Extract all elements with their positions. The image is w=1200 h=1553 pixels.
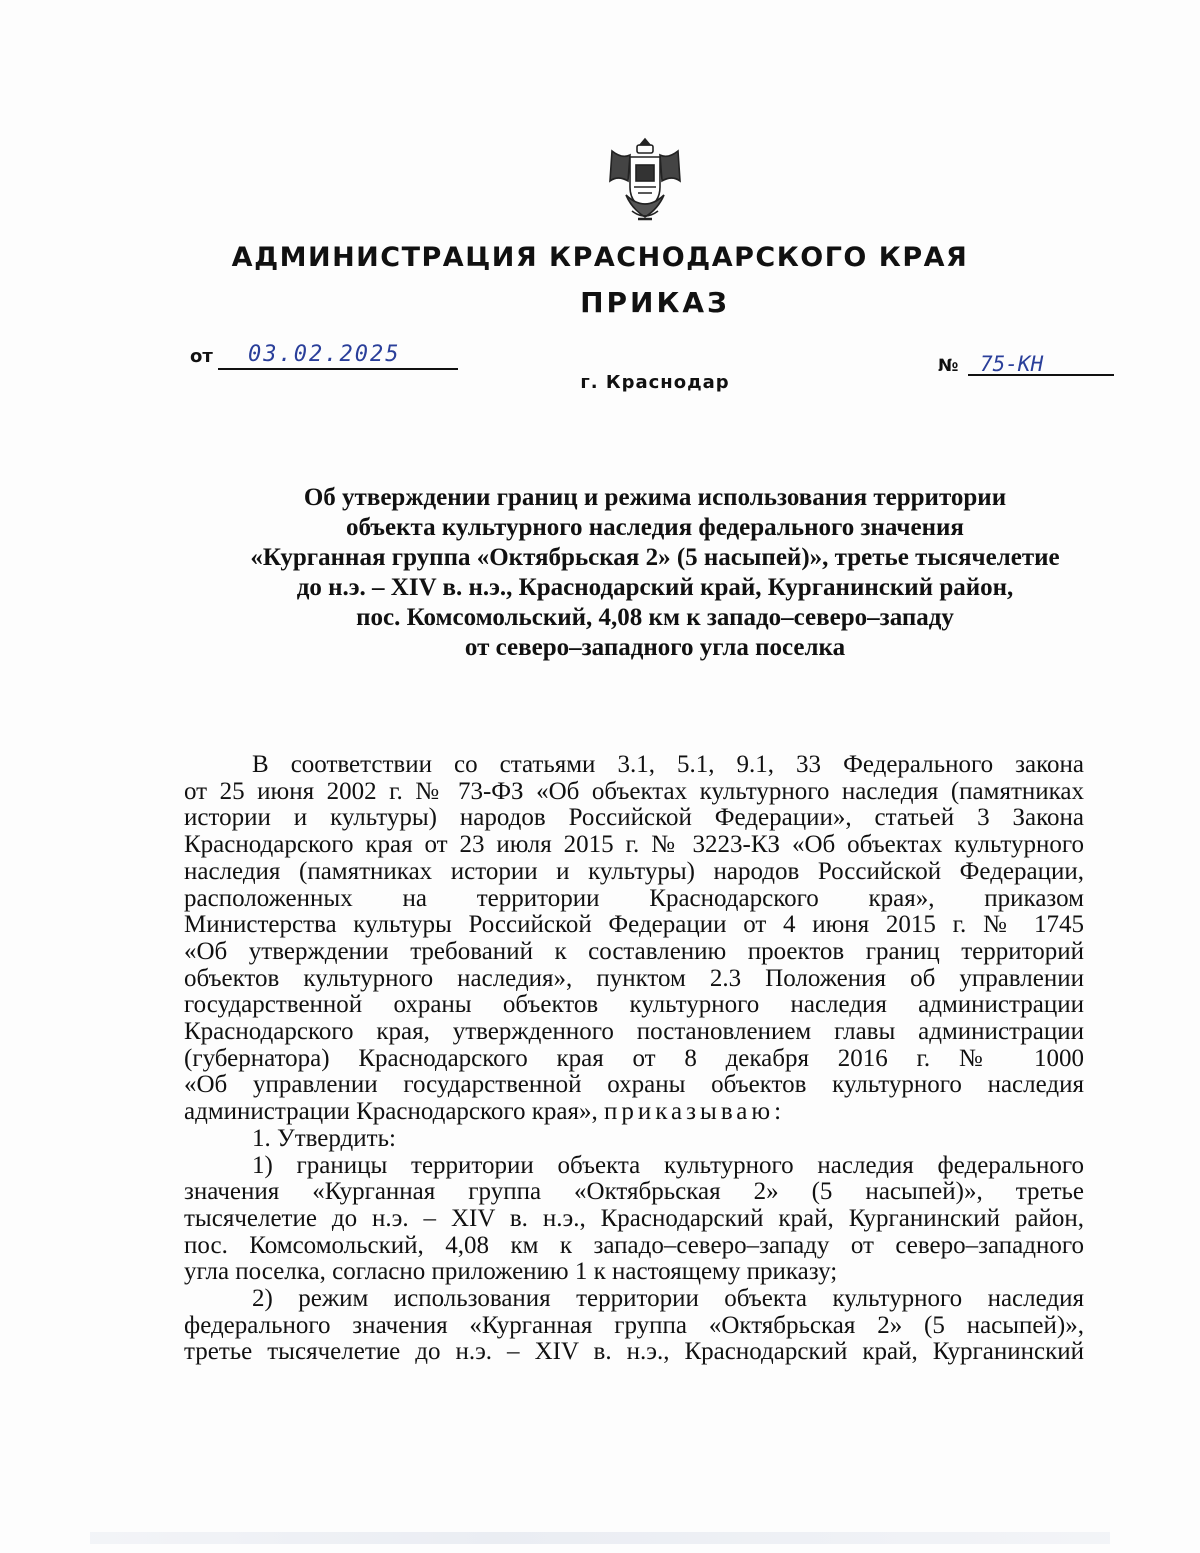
body-line: Краснодарского края от 23 июля 2015 г. № 3223-КЗ «Об объектах культурного (184, 831, 1084, 859)
body-line: В соответствии со статьями 3.1, 5.1, 9.1, 33 Федерального закона (252, 751, 1084, 778)
sub-item-line: третье тысячелетие до н.э. – XIV в. н.э., Краснодарский край, Курганинский (184, 1338, 1084, 1366)
body-line: Министерства культуры Российской Федерации от 4 июня 2015 г. № 1745 (184, 911, 1084, 939)
date-label: от (190, 346, 213, 367)
body-line: объектов культурного наследия», пунктом 2.3 Положения об управлении (184, 964, 1084, 992)
body-line: «Об управлении государственной охраны объектов культурного наследия (184, 1071, 1084, 1099)
number-value-handwritten: 75-КН (968, 352, 1114, 376)
title-line: Об утверждении границ и режима использования территории (303, 484, 1007, 511)
body-line: истории и культуры) народов Российской Федерации», статьей 3 Закона (184, 804, 1084, 832)
title-line: до н.э. – XIV в. н.э., Краснодарский край, Курганинский район, (296, 574, 1014, 601)
item-1: 1. Утвердить: (252, 1124, 396, 1152)
document-type: ПРИКАЗ (580, 286, 730, 319)
date-value-handwritten: 03.02.2025 (218, 342, 458, 370)
title-line: объекта культурного наследия федерального значения (346, 514, 964, 541)
document-body (184, 752, 1084, 1366)
scan-edge-artifact (90, 1532, 1110, 1544)
title-line: «Курганная группа «Октябрьская 2» (5 насыпей)», третье тысячелетие (250, 544, 1060, 571)
number-label: № (938, 356, 959, 376)
title-line: от северо–западного угла поселка (464, 634, 846, 661)
body-line-final (184, 1099, 1084, 1126)
body-line: наследия (памятниках истории и культуры) народов Российской Федерации, (184, 857, 1084, 885)
sub-item-line: 2) режим использования территории объекта культурного наследия (252, 1285, 1084, 1313)
sub-item-line: федерального значения «Курганная группа «Октябрьская 2» (5 насыпей)», (184, 1311, 1084, 1339)
body-line: Краснодарского края, утвержденного постановлением главы администрации (184, 1018, 1084, 1046)
body-line-prefix: администрации Краснодарского края», (184, 1098, 598, 1126)
body-line: государственной охраны объектов культурного наследия администрации (184, 991, 1084, 1019)
sub-item-line: значения «Курганная группа «Октябрьская 2» (5 насыпей)», третье (184, 1178, 1084, 1206)
city-name: г. Краснодар (580, 372, 730, 393)
coat-of-arms-emblem (604, 135, 686, 227)
order-verb: приказываю: (604, 1098, 786, 1126)
body-line: расположенных на территории Краснодарского края», приказом (184, 884, 1084, 912)
sub-item-line: тысячелетие до н.э. – XIV в. н.э., Краснодарский край, Курганинский район, (184, 1204, 1084, 1232)
sub-item-line: пос. Комсомольский, 4,08 км к западо–северо–западу от северо–западного (184, 1231, 1084, 1259)
body-line: «Об утверждении требований к составлению проектов границ территорий (184, 937, 1084, 965)
sub-item-line: 1) границы территории объекта культурного наследия федерального (252, 1151, 1084, 1179)
document-title (190, 483, 1120, 663)
body-line: от 25 июня 2002 г. № 73-ФЗ «Об объектах культурного наследия (памятниках (184, 777, 1084, 805)
sub-item-line: угла поселка, согласно приложению 1 к настоящему приказу; (184, 1258, 838, 1286)
body-line: (губернатора) Краснодарского края от 8 декабря 2016 г. № 1000 (184, 1044, 1084, 1072)
title-line: пос. Комсомольский, 4,08 км к западо–северо–западу (356, 604, 954, 631)
organization-name: АДМИНИСТРАЦИЯ КРАСНОДАРСКОГО КРАЯ (231, 242, 969, 273)
